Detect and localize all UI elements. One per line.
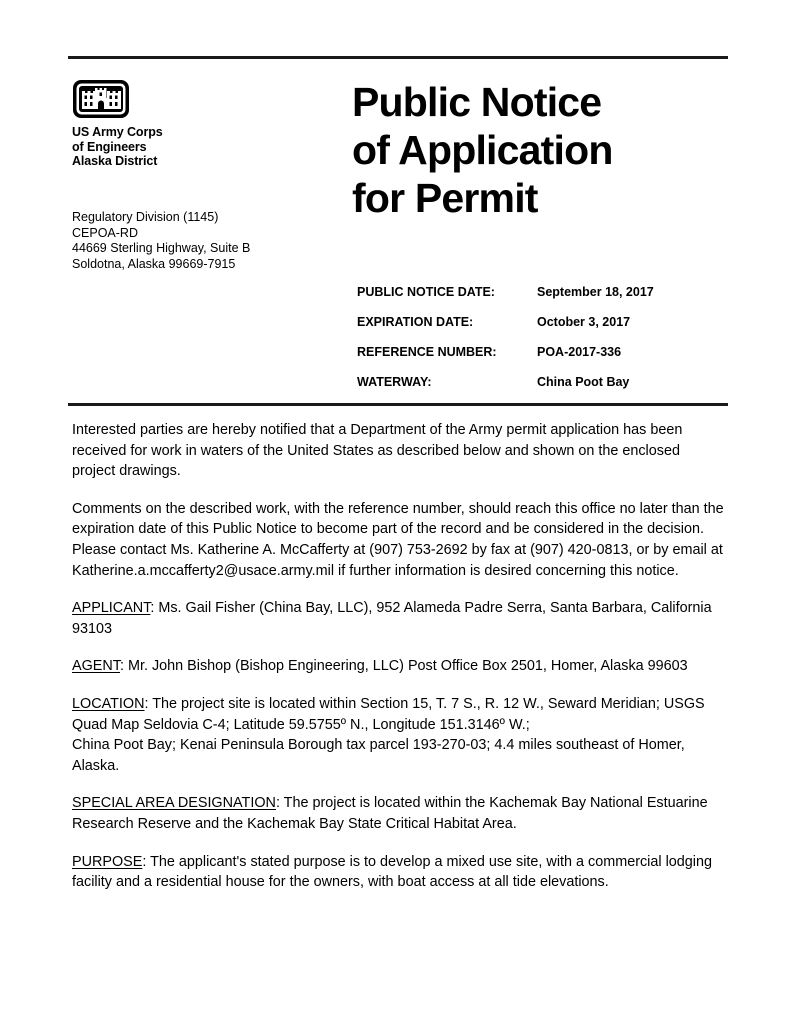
special-area-text: : The project is located within the Kachemak Bay National Estuarine Research Reserve and the Kachemak Bay State Critical Habitat Area. (72, 795, 708, 832)
metadata-label: PUBLIC NOTICE DATE: (357, 285, 495, 299)
metadata-value: China Poot Bay (537, 375, 630, 389)
applicant-text: : Ms. Gail Fisher (China Bay, LLC), 952 Alameda Padre Serra, Santa Barbara, California 93103 (72, 600, 712, 637)
notice-metadata (357, 285, 727, 405)
agency-name (72, 125, 322, 169)
purpose-label: PURPOSE (72, 853, 143, 870)
metadata-label: REFERENCE NUMBER: (357, 345, 497, 359)
page-title-line-2: of Application (352, 127, 613, 173)
metadata-label: EXPIRATION DATE: (357, 315, 474, 329)
location-text-line-2: China Poot Bay; Kenai Peninsula Borough tax parcel 193-270-03; 4.4 miles southeast of Homer, Alaska. (72, 737, 685, 774)
metadata-label: WATERWAY: (357, 375, 432, 389)
header-divider-bottom (68, 403, 728, 406)
metadata-value: September 18, 2017 (537, 285, 654, 299)
location-line-1-wrap (72, 694, 727, 735)
paragraph-comments: Comments on the described work, with the reference number, should reach this office no later than the expiration date of this Public Notice to become part of the record and be considered in the decision. Please contact Ms. Katherine A. McCafferty at (907) 753-2692 by fax at (907) 420-0813, or by email at Katherine.a.mccafferty2@usace.army.mil if further information is desired concerning this notice. (72, 500, 724, 579)
agency-name-line-3: Alaska District (72, 154, 158, 168)
section-applicant (72, 598, 727, 639)
metadata-value: POA-2017-336 (537, 345, 622, 359)
purpose-text: : The applicant's stated purpose is to develop a mixed use site, with a commercial lodging facility and a residential house for the owners, with boat access at all tide elevations. (72, 853, 712, 891)
header-divider-top (68, 56, 728, 59)
usace-castle-icon (72, 79, 130, 119)
paragraph-intro: Interested parties are hereby notified that a Department of the Army permit application has been received for work in waters of the United States as described below and shown on the enclosed project drawings. (72, 422, 683, 480)
special-area-label: SPECIAL AREA DESIGNATION (72, 795, 276, 812)
applicant-label: APPLICANT (72, 600, 151, 617)
office-address (72, 210, 372, 272)
metadata-row (357, 285, 727, 315)
page-title (352, 78, 752, 222)
notice-body (72, 420, 727, 910)
address-line-4: Soldotna, Alaska 99669-7915 (72, 256, 236, 271)
agency-identity (72, 79, 322, 169)
metadata-row (357, 345, 727, 375)
agency-name-line-2: of Engineers (72, 139, 147, 154)
location-text-line-1: : The project site is located within Section 15, T. 7 S., R. 12 W., Seward Meridian; USGS Quad Map Seldovia C-4; Latitude 59.5755º N., Longitude 151.3146º W.; (72, 695, 705, 733)
section-purpose (72, 852, 727, 893)
agent-text: : Mr. John Bishop (Bishop Engineering, LLC) Post Office Box 2501, Homer, Alaska 99603 (119, 658, 688, 675)
metadata-row (357, 315, 727, 345)
agency-name-line-1: US Army Corps (72, 125, 163, 139)
metadata-value: October 3, 2017 (537, 315, 631, 329)
page-title-line-1: Public Notice (352, 79, 602, 125)
metadata-row (357, 375, 727, 405)
address-line-3: 44669 Sterling Highway, Suite B (72, 241, 251, 255)
address-line-2: CEPOA-RD (72, 225, 138, 240)
location-label: LOCATION (72, 695, 145, 712)
page-title-line-3: for Permit (352, 175, 538, 221)
section-agent (72, 656, 727, 677)
section-special-area (72, 793, 727, 834)
agent-label: AGENT (72, 658, 120, 675)
address-line-1: Regulatory Division (1145) (72, 210, 219, 224)
section-location (72, 694, 727, 776)
